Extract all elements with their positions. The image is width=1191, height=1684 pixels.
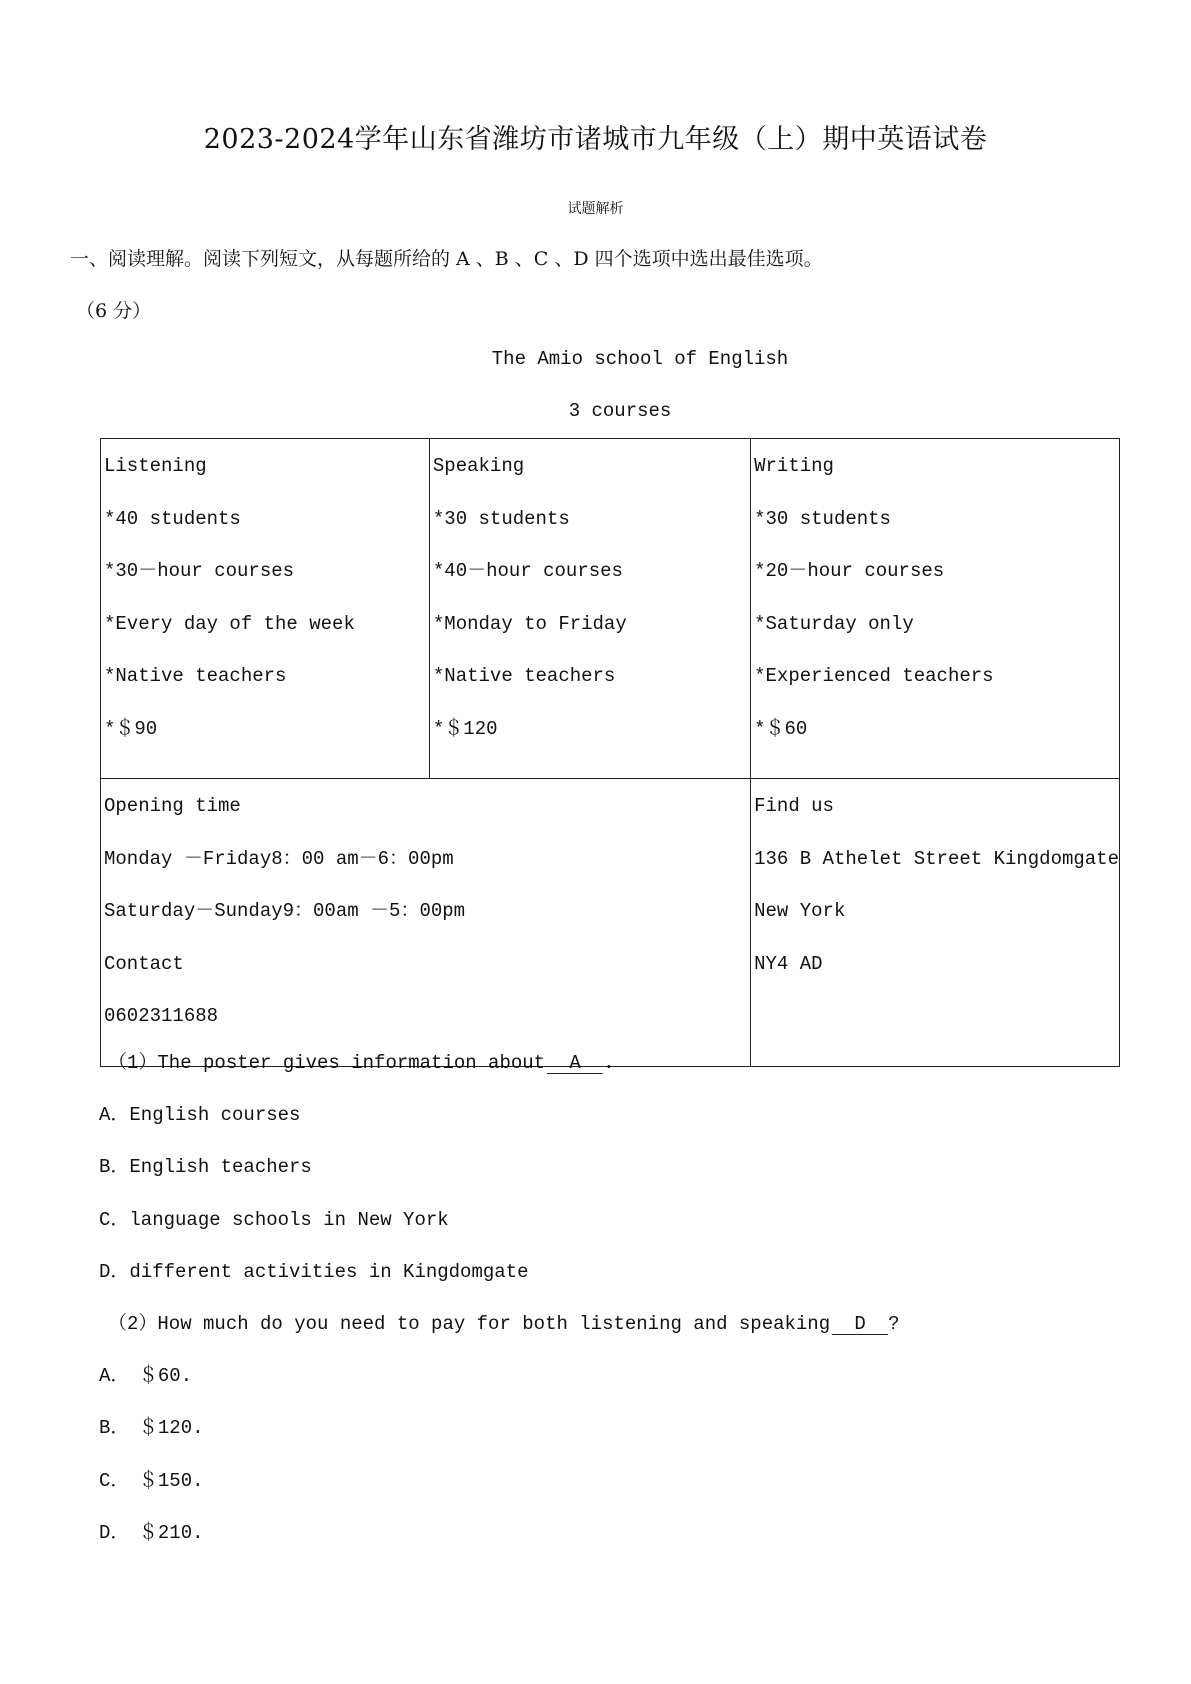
course-detail: *Native teachers [432,665,616,687]
question-2-option-d: D． ＄210. [99,1522,204,1544]
opening-time-label: Opening time [104,795,241,817]
course-detail: *20－hour courses [754,560,945,582]
course-cell-speaking [429,439,750,779]
course-cell-listening [101,439,430,779]
course-detail: *40－hour courses [432,560,623,582]
course-detail: *Saturday only [754,612,914,635]
question-1 [108,1047,614,1074]
course-cell-writing [751,439,1120,779]
address-street: 136 B Athelet Street Kingdomgate [754,847,1119,870]
question-2-end: ? [888,1313,900,1335]
poster-subtitle: 3 courses [568,400,672,422]
section-score: （6 分） [76,300,152,322]
course-detail: *Native teachers [104,665,287,687]
course-detail: *40 students [104,507,241,530]
address-cell [751,779,1120,1067]
question-2 [108,1308,900,1335]
question-2-answer: D [832,1314,888,1335]
question-2-option-b: B． ＄120. [99,1417,204,1439]
course-detail: *Monday to Friday [432,612,627,635]
course-name: Writing [754,455,834,477]
question-2-option-a: A． ＄60. [99,1365,193,1387]
address-city: New York [754,900,846,922]
opening-time-cell [101,779,751,1067]
course-detail: *Experienced teachers [754,665,994,687]
page-subtitle: 试题解析 [567,201,624,217]
course-detail: *30－hour courses [104,560,295,582]
question-2-option-c: C． ＄150. [99,1470,204,1492]
question-2-stem: （2）How much do you need to pay for both listening and speaking [108,1313,831,1335]
course-row [101,439,1120,779]
question-1-stem: （1）The poster gives information about [108,1052,546,1074]
course-detail: *30 students [432,507,570,530]
question-1-option-c: C．language schools in New York [99,1209,449,1231]
course-table [100,438,1120,1067]
address-label: Find us [754,795,834,817]
course-price: *＄120 [432,717,498,740]
weekend-hours: Saturday－Sunday9：00am －5：00pm [104,900,466,922]
course-price: *＄90 [104,717,158,740]
question-1-option-a: A．English courses [99,1104,301,1126]
info-row [101,779,1120,1067]
question-1-answer: A [547,1053,603,1074]
question-1-end: . [603,1052,615,1074]
course-price: *＄60 [754,717,808,740]
course-name: Speaking [432,455,525,477]
poster-title: The Amio school of English [491,348,789,370]
contact-label: Contact [104,952,184,975]
section-heading: 一、阅读理解。阅读下列短文，从每题所给的 A 、B 、C 、D 四个选项中选出最佳选项。 [70,248,823,270]
weekday-hours: Monday －Friday8：00 am－6：00pm [104,847,454,870]
page-title: 2023-2024学年山东省潍坊市诸城市九年级（上）期中英语试卷 [203,124,988,155]
course-name: Listening [104,455,207,477]
question-1-option-b: B．English teachers [99,1156,312,1178]
question-1-option-d: D．different activities in Kingdomgate [99,1261,529,1283]
contact-phone: 0602311688 [104,1005,219,1027]
course-detail: *30 students [754,507,891,530]
address-postcode: NY4 AD [754,952,823,975]
course-detail: *Every day of the week [104,612,355,635]
